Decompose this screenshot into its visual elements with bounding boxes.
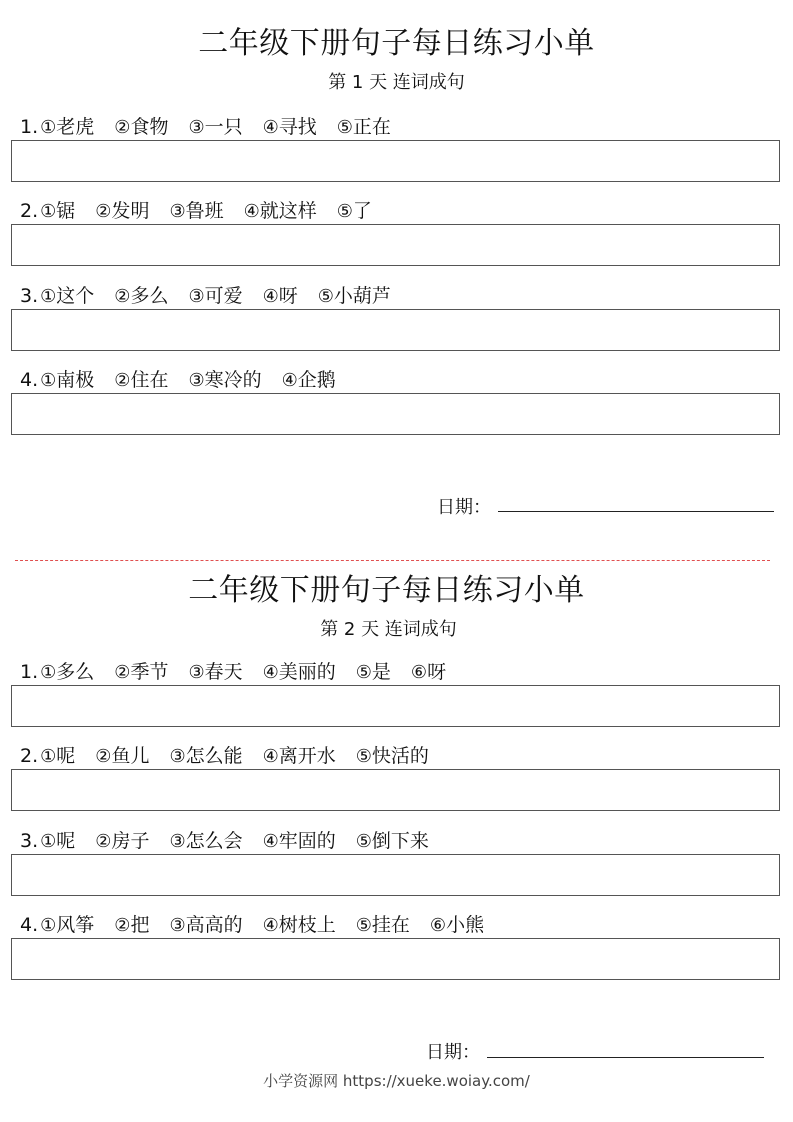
word-option: [318, 281, 391, 308]
option-word: 把: [130, 914, 150, 936]
option-word: 住在: [130, 369, 169, 391]
option-word: 发明: [111, 200, 150, 222]
option-marker: ④: [243, 201, 260, 222]
option-word: 就这样: [259, 200, 317, 222]
word-option: [244, 196, 317, 223]
option-marker: ①: [40, 662, 57, 683]
option-marker: ①: [40, 915, 57, 936]
option-word: 一只: [204, 116, 243, 138]
option-word: 怎么能: [185, 745, 243, 767]
word-option: [356, 741, 429, 768]
answer-box[interactable]: [11, 938, 780, 980]
word-option: [263, 741, 336, 768]
option-marker: ③: [169, 201, 186, 222]
answer-box[interactable]: [11, 769, 780, 811]
option-marker: ①: [40, 746, 57, 767]
option-marker: ④: [262, 662, 279, 683]
option-marker: ③: [188, 662, 205, 683]
option-word: 鱼儿: [111, 745, 150, 767]
option-word: 呢: [56, 745, 76, 767]
option-marker: ②: [114, 915, 131, 936]
question-word-list: [20, 741, 449, 768]
option-marker: ①: [40, 201, 57, 222]
option-marker: ②: [95, 831, 112, 852]
word-option: [169, 826, 242, 853]
answer-box[interactable]: [11, 393, 780, 435]
option-marker: ⑥: [429, 915, 447, 936]
question-number: 4.: [20, 369, 39, 391]
word-option: [188, 112, 242, 139]
word-option: [40, 112, 94, 139]
word-option: [114, 281, 168, 308]
word-option: [263, 910, 336, 937]
option-word: 是: [371, 661, 391, 683]
date-input-line[interactable]: [498, 511, 774, 512]
word-option: [95, 826, 149, 853]
word-option: [411, 657, 446, 684]
worksheet-subtitle: 第 2 天 连词成句: [320, 619, 457, 640]
option-marker: ②: [114, 662, 131, 683]
option-marker: ⑤: [355, 915, 372, 936]
option-word: 食物: [130, 116, 169, 138]
option-marker: ③: [188, 370, 205, 391]
question-word-list: [20, 657, 466, 684]
answer-box[interactable]: [11, 685, 780, 727]
option-marker: ⑤: [336, 201, 353, 222]
option-word: 牢固的: [278, 830, 336, 852]
option-marker: ②: [114, 117, 131, 138]
option-marker: ④: [262, 746, 279, 767]
question-number: 3.: [20, 285, 39, 307]
word-option: [188, 657, 242, 684]
option-marker: ⑤: [355, 662, 372, 683]
date-input-line[interactable]: [487, 1057, 764, 1058]
word-option: [95, 741, 149, 768]
word-option: [188, 365, 261, 392]
question-word-list: [20, 826, 449, 853]
word-option: [263, 826, 336, 853]
question-number: 1.: [20, 116, 39, 138]
option-marker: ②: [95, 746, 112, 767]
option-word: 房子: [111, 830, 150, 852]
word-option: [95, 196, 149, 223]
option-word: 美丽的: [278, 661, 336, 683]
word-option: [282, 365, 336, 392]
option-word: 鲁班: [185, 200, 224, 222]
word-option: [40, 826, 75, 853]
option-marker: ④: [262, 117, 279, 138]
option-word: 企鹅: [297, 369, 336, 391]
option-marker: ②: [114, 286, 131, 307]
answer-box[interactable]: [11, 854, 780, 896]
answer-box[interactable]: [11, 140, 780, 182]
worksheet-title: 二年级下册句子每日练习小单: [198, 26, 595, 61]
option-word: 树枝上: [278, 914, 336, 936]
option-marker: ①: [40, 117, 57, 138]
option-word: 南极: [56, 369, 95, 391]
question-word-list: [20, 910, 504, 937]
option-word: 小熊: [446, 914, 485, 936]
section-divider: [15, 560, 770, 561]
question-number: 2.: [20, 200, 39, 222]
word-option: [40, 657, 94, 684]
worksheet-subtitle: 第 1 天 连词成句: [328, 72, 465, 93]
question-number: 4.: [20, 914, 39, 936]
option-marker: ③: [169, 746, 186, 767]
word-option: [114, 112, 168, 139]
option-word: 了: [352, 200, 372, 222]
word-option: [263, 112, 317, 139]
word-option: [263, 281, 298, 308]
option-word: 高高的: [185, 914, 243, 936]
option-marker: ①: [40, 831, 57, 852]
option-word: 可爱: [204, 285, 243, 307]
question-word-list: [20, 365, 356, 392]
option-word: 季节: [130, 661, 169, 683]
word-option: [169, 741, 242, 768]
word-option: [337, 196, 372, 223]
option-marker: ④: [262, 286, 279, 307]
option-word: 这个: [56, 285, 95, 307]
word-option: [356, 910, 410, 937]
option-marker: ⑤: [336, 117, 353, 138]
option-word: 风筝: [56, 914, 95, 936]
option-word: 挂在: [371, 914, 410, 936]
word-option: [114, 657, 168, 684]
option-word: 快活的: [371, 745, 429, 767]
word-option: [40, 281, 94, 308]
footer-text: 小学资源网 https://xueke.woiay.com/: [263, 1072, 530, 1090]
option-marker: ②: [95, 201, 112, 222]
word-option: [356, 657, 391, 684]
option-marker: ⑤: [355, 746, 372, 767]
option-word: 怎么会: [185, 830, 243, 852]
option-word: 呢: [56, 830, 76, 852]
date-label: 日期：: [437, 497, 491, 518]
option-word: 倒下来: [371, 830, 429, 852]
option-word: 多么: [56, 661, 95, 683]
option-marker: ①: [40, 370, 57, 391]
option-marker: ④: [281, 370, 298, 391]
option-marker: ④: [262, 831, 279, 852]
option-marker: ③: [169, 831, 186, 852]
option-word: 多么: [130, 285, 169, 307]
option-marker: ③: [188, 286, 205, 307]
option-marker: ⑤: [355, 831, 372, 852]
answer-box[interactable]: [11, 224, 780, 266]
question-number: 3.: [20, 830, 39, 852]
option-word: 春天: [204, 661, 243, 683]
word-option: [40, 910, 94, 937]
word-option: [40, 365, 94, 392]
option-word: 小葫芦: [333, 285, 391, 307]
word-option: [188, 281, 242, 308]
word-option: [263, 657, 336, 684]
word-option: [430, 910, 484, 937]
option-marker: ③: [169, 915, 186, 936]
option-marker: ③: [188, 117, 205, 138]
option-marker: ①: [40, 286, 57, 307]
question-word-list: [20, 281, 411, 308]
word-option: [356, 826, 429, 853]
option-word: 老虎: [56, 116, 95, 138]
question-word-list: [20, 196, 392, 223]
option-word: 呀: [278, 285, 298, 307]
word-option: [114, 910, 149, 937]
word-option: [40, 741, 75, 768]
answer-box[interactable]: [11, 309, 780, 351]
question-word-list: [20, 112, 411, 139]
word-option: [337, 112, 391, 139]
option-word: 寻找: [278, 116, 317, 138]
option-marker: ⑥: [410, 662, 428, 683]
option-marker: ⑤: [317, 286, 334, 307]
option-word: 正在: [352, 116, 391, 138]
option-word: 呀: [427, 661, 447, 683]
option-word: 寒冷的: [204, 369, 262, 391]
question-number: 2.: [20, 745, 39, 767]
option-marker: ④: [262, 915, 279, 936]
worksheet-title: 二年级下册句子每日练习小单: [188, 573, 585, 608]
question-number: 1.: [20, 661, 39, 683]
date-label: 日期：: [426, 1042, 480, 1063]
word-option: [169, 196, 223, 223]
word-option: [40, 196, 75, 223]
option-word: 锯: [56, 200, 76, 222]
option-marker: ②: [114, 370, 131, 391]
word-option: [169, 910, 242, 937]
option-word: 离开水: [278, 745, 336, 767]
word-option: [114, 365, 168, 392]
